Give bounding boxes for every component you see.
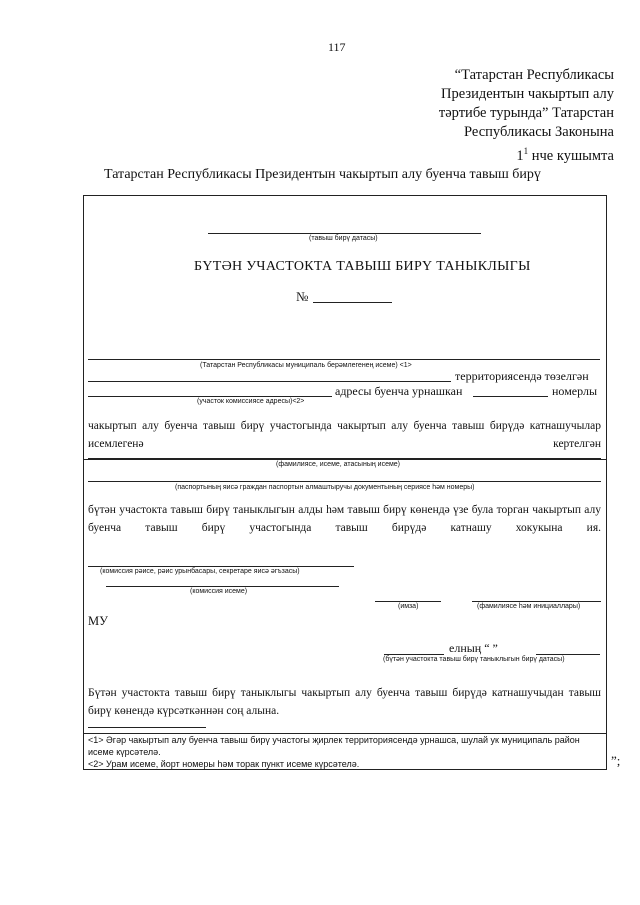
number-text: номерлы bbox=[552, 384, 598, 398]
voting-date-caption: (тавыш бирү датасы) bbox=[309, 235, 378, 242]
page-number: 117 bbox=[328, 40, 346, 54]
document-title: БҮТӘН УЧАСТОКТА ТАВЫШ БИРҮ ТАНЫКЛЫГЫ bbox=[194, 259, 531, 274]
annex-line-4: Республикасы Законына bbox=[464, 124, 614, 140]
role-caption: (комиссия рәисе, рәис урынбасары, секретаре яисә әгъзасы) bbox=[100, 568, 300, 575]
issue-date-day-line bbox=[384, 654, 444, 655]
annex-line-5 bbox=[314, 142, 614, 166]
annex-reference bbox=[314, 66, 614, 166]
voting-right-text: бүтән участокта тавыш бирү таныклыгын алды һәм тавыш бирү көнендә үзе була торган чакыртып алу буенча тавыш бирү участогында тавыш бирүдә катнашу хокукына ия. bbox=[88, 504, 601, 534]
annex-line-3: тәртибе турында” Татарстан bbox=[438, 105, 614, 121]
address-text: адресы буенча урнашкан bbox=[335, 384, 463, 398]
footnote-separator bbox=[88, 727, 206, 728]
full-name-caption: (фамилиясе, исеме, атасының исеме) bbox=[276, 461, 401, 468]
footnote-2: <2> Урам исеме, йорт номеры һәм торак пункт исеме күрсәтелә. bbox=[88, 759, 360, 769]
commission-name-caption: (комиссия исеме) bbox=[190, 588, 248, 595]
territory-text: территориясендә төзелгән bbox=[455, 369, 589, 383]
voting-date-line bbox=[208, 233, 481, 234]
certificate-number-line bbox=[313, 302, 392, 303]
form-title: Татарстан Республикасы Президентын чакыртып алу буенча тавыш бирү bbox=[104, 167, 541, 182]
seal-place-label: МУ bbox=[88, 614, 108, 628]
passport-caption: (паспортының яисә граждан паспортын алмаштыручы документының сериясе һәм номеры) bbox=[175, 484, 475, 491]
commission-address-caption: (участок комиссиясе адресы)<2> bbox=[197, 398, 305, 405]
signature-line bbox=[375, 601, 441, 602]
voters-list-text: чакыртып алу буенча тавыш бирү участогында чакыртып алу буенча тавыш бирүдә катнашучылар исемлегенә кертелгән bbox=[88, 420, 601, 450]
issue-date-month-line bbox=[536, 654, 600, 655]
annex-line-1: “Татарстан Республикасы bbox=[454, 67, 614, 83]
territory-line bbox=[88, 381, 451, 382]
passport-line bbox=[88, 481, 601, 482]
signature-caption: (имза) bbox=[398, 603, 419, 610]
commission-name-line bbox=[106, 586, 339, 587]
station-number-line bbox=[473, 396, 548, 397]
certificate-number-label: № bbox=[296, 289, 309, 304]
municipality-line bbox=[88, 359, 600, 360]
address-line bbox=[88, 396, 332, 397]
annex-line-2: Президентын чакыртып алу bbox=[441, 86, 614, 102]
full-name-line bbox=[88, 458, 601, 459]
role-line bbox=[88, 566, 354, 567]
name-initials-line bbox=[472, 601, 601, 602]
closing-quote: ”; bbox=[611, 753, 621, 768]
municipality-caption: (Татарстан Республикасы муниципаль берәмлегенең исеме) <1> bbox=[200, 362, 412, 369]
issue-date-text: елның “ ” bbox=[449, 641, 498, 655]
annex-suffix: нче кушымта bbox=[528, 147, 614, 164]
annex-number: 1 bbox=[516, 147, 524, 164]
section-divider-1 bbox=[84, 459, 606, 460]
name-initials-caption: (фамилиясе һәм инициаллары) bbox=[477, 603, 581, 610]
annex-superscript: 1 bbox=[523, 146, 529, 156]
issue-date-caption: (бүтән участокта тавыш бирү таныклыгын бирү датасы) bbox=[383, 656, 565, 663]
footnote-1: <1> Әгәр чакыртып алу буенча тавыш бирү участогы җирлек территориясендә урнашса, шулай ук муниципаль район исеме күрсәтелә. bbox=[88, 735, 580, 757]
collection-note: Бүтән участокта тавыш бирү таныклыгы чакыртып алу буенча тавыш бирүдә катнашучыдан тавыш бирү көнендә күрсәткәннән соң алына. bbox=[88, 687, 601, 717]
